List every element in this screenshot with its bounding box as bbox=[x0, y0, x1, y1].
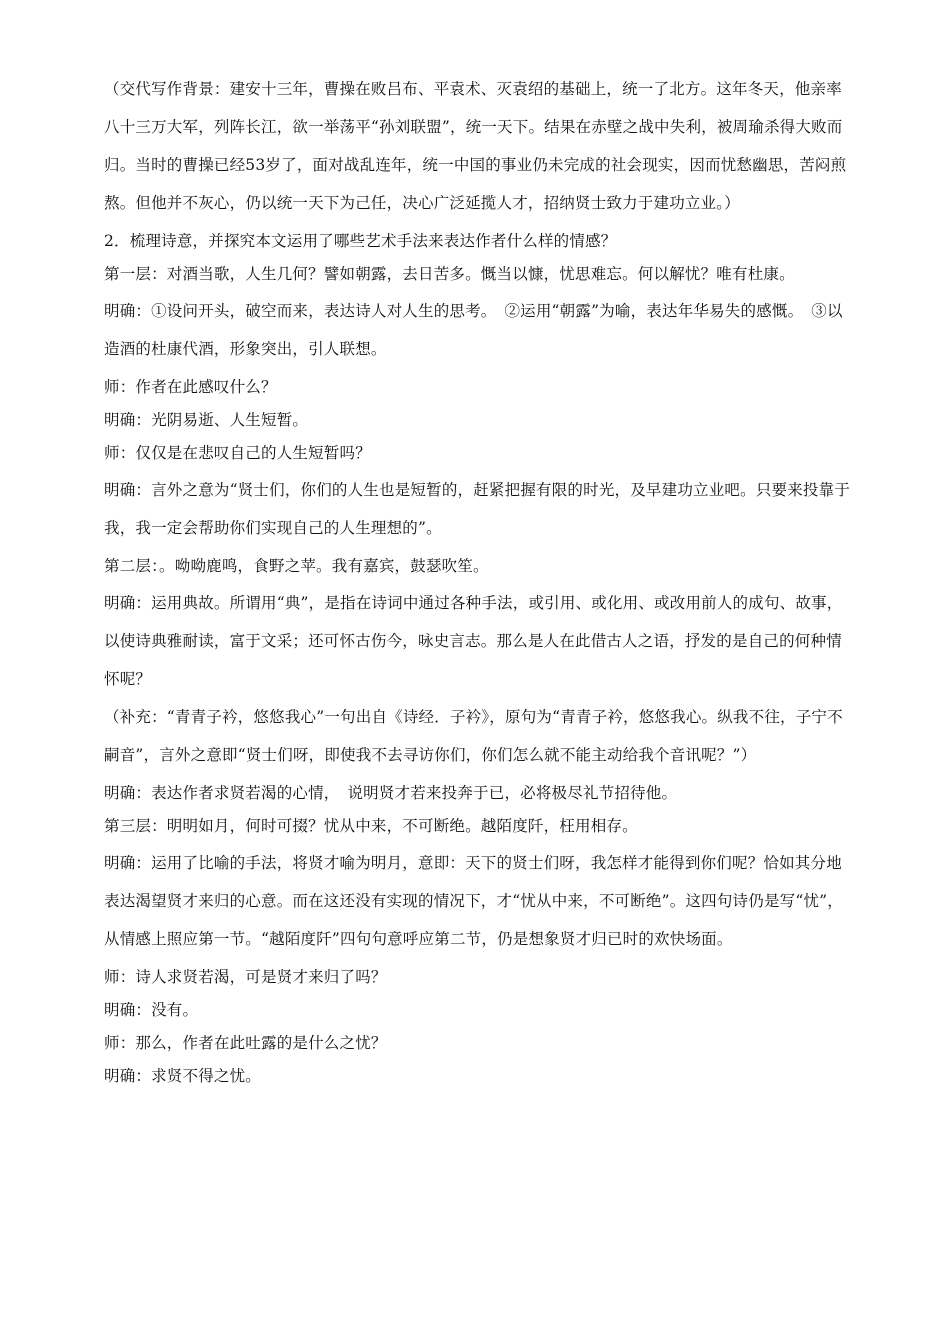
supplement-paragraph: （补充：“青青子衿，悠悠我心”一句出自《诗经．子衿》，原句为“青青子衿，悠悠我心。纵我不往，子宁不嗣音”，言外之意即“贤士们呀，即使我不去寻访你们，你们怎么就不能主动给我个音讯呢？”） bbox=[104, 708, 843, 764]
background-paragraph: （交代写作背景：建安十三年，曹操在败吕布、平袁术、灭袁绍的基础上，统一了北方。这年冬天，他亲率八十三万大军，列阵长江，欲一举荡平“孙刘联盟”，统一天下。结果在赤壁之战中失利，被周瑜杀得大败而归。当时的曹操已经53岁了，面对战乱连年，统一中国的事业仍未完成的社会现实，因而忧愁幽思，苦闷煎熬。但他并不灰心，仍以统一天下为己任，决心广泛延揽人才，招纳贤士致力于建功立业。） bbox=[104, 80, 847, 212]
answer-7-paragraph: 明确：没有。 bbox=[104, 1001, 199, 1019]
layer-1-paragraph: 第一层：对酒当歌，人生几何？譬如朝露，去日苦多。慨当以慷，忧思难忘。何以解忧？唯有杜康。 bbox=[104, 265, 795, 283]
answer-1-paragraph: 明确：①设问开头，破空而来，表达诗人对人生的思考。 ②运用“朝露”为喻，表达年华易失的感慨。 ③以造酒的杜康代酒，形象突出，引人联想。 bbox=[104, 302, 843, 358]
answer-3-paragraph: 明确：言外之意为“贤士们，你们的人生也是短暂的，赶紧把握有限的时光，及早建功立业吧。只要来投靠于我，我一定会帮助你们实现自己的人生理想的”。 bbox=[104, 481, 851, 537]
answer-6-paragraph: 明确：运用了比喻的手法，将贤才喻为明月，意即：天下的贤士们呀，我怎样才能得到你们呢？恰如其分地表达渴望贤才来归的心意。而在这还没有实现的情况下，才“忧从中来，不可断绝”。这四句诗仍是写“忧”，从情感上照应第一节。“越陌度阡”四句句意呼应第二节，仍是想象贤才归已时的欢快场面。 bbox=[104, 854, 843, 948]
teacher-1-paragraph: 师：作者在此感叹什么？ bbox=[104, 378, 277, 396]
answer-8-paragraph: 明确：求贤不得之忧。 bbox=[104, 1067, 262, 1085]
teacher-2-paragraph: 师：仅仅是在悲叹自己的人生短暂吗？ bbox=[104, 444, 371, 462]
document-page bbox=[104, 70, 856, 1094]
answer-5-paragraph: 明确：表达作者求贤若渴的心情， 说明贤才若来投奔于已，必将极尽礼节招待他。 bbox=[104, 784, 678, 802]
teacher-3-paragraph: 师：诗人求贤若渴，可是贤才来归了吗？ bbox=[104, 968, 387, 986]
teacher-4-paragraph: 师：那么，作者在此吐露的是什么之忧？ bbox=[104, 1034, 387, 1052]
answer-2-paragraph: 明确：光阴易逝、人生短暂。 bbox=[104, 411, 309, 429]
answer-4-paragraph: 明确：运用典故。所谓用“典”，是指在诗词中通过各种手法，或引用、或化用、或改用前人的成句、故事，以使诗典雅耐读，富于文采；还可怀古伤今，咏史言志。那么是人在此借古人之语，抒发的是自己的何种情怀呢？ bbox=[104, 594, 843, 688]
layer-3-paragraph: 第三层：明明如月，何时可掇？忧从中来，不可断绝。越陌度阡，枉用相存。 bbox=[104, 817, 638, 835]
layer-2-paragraph: 第二层：。呦呦鹿鸣，食野之苹。我有嘉宾，鼓瑟吹笙。 bbox=[104, 557, 489, 575]
question-2-paragraph: 2．梳理诗意，并探究本文运用了哪些艺术手法来表达作者什么样的情感？ bbox=[104, 232, 617, 250]
